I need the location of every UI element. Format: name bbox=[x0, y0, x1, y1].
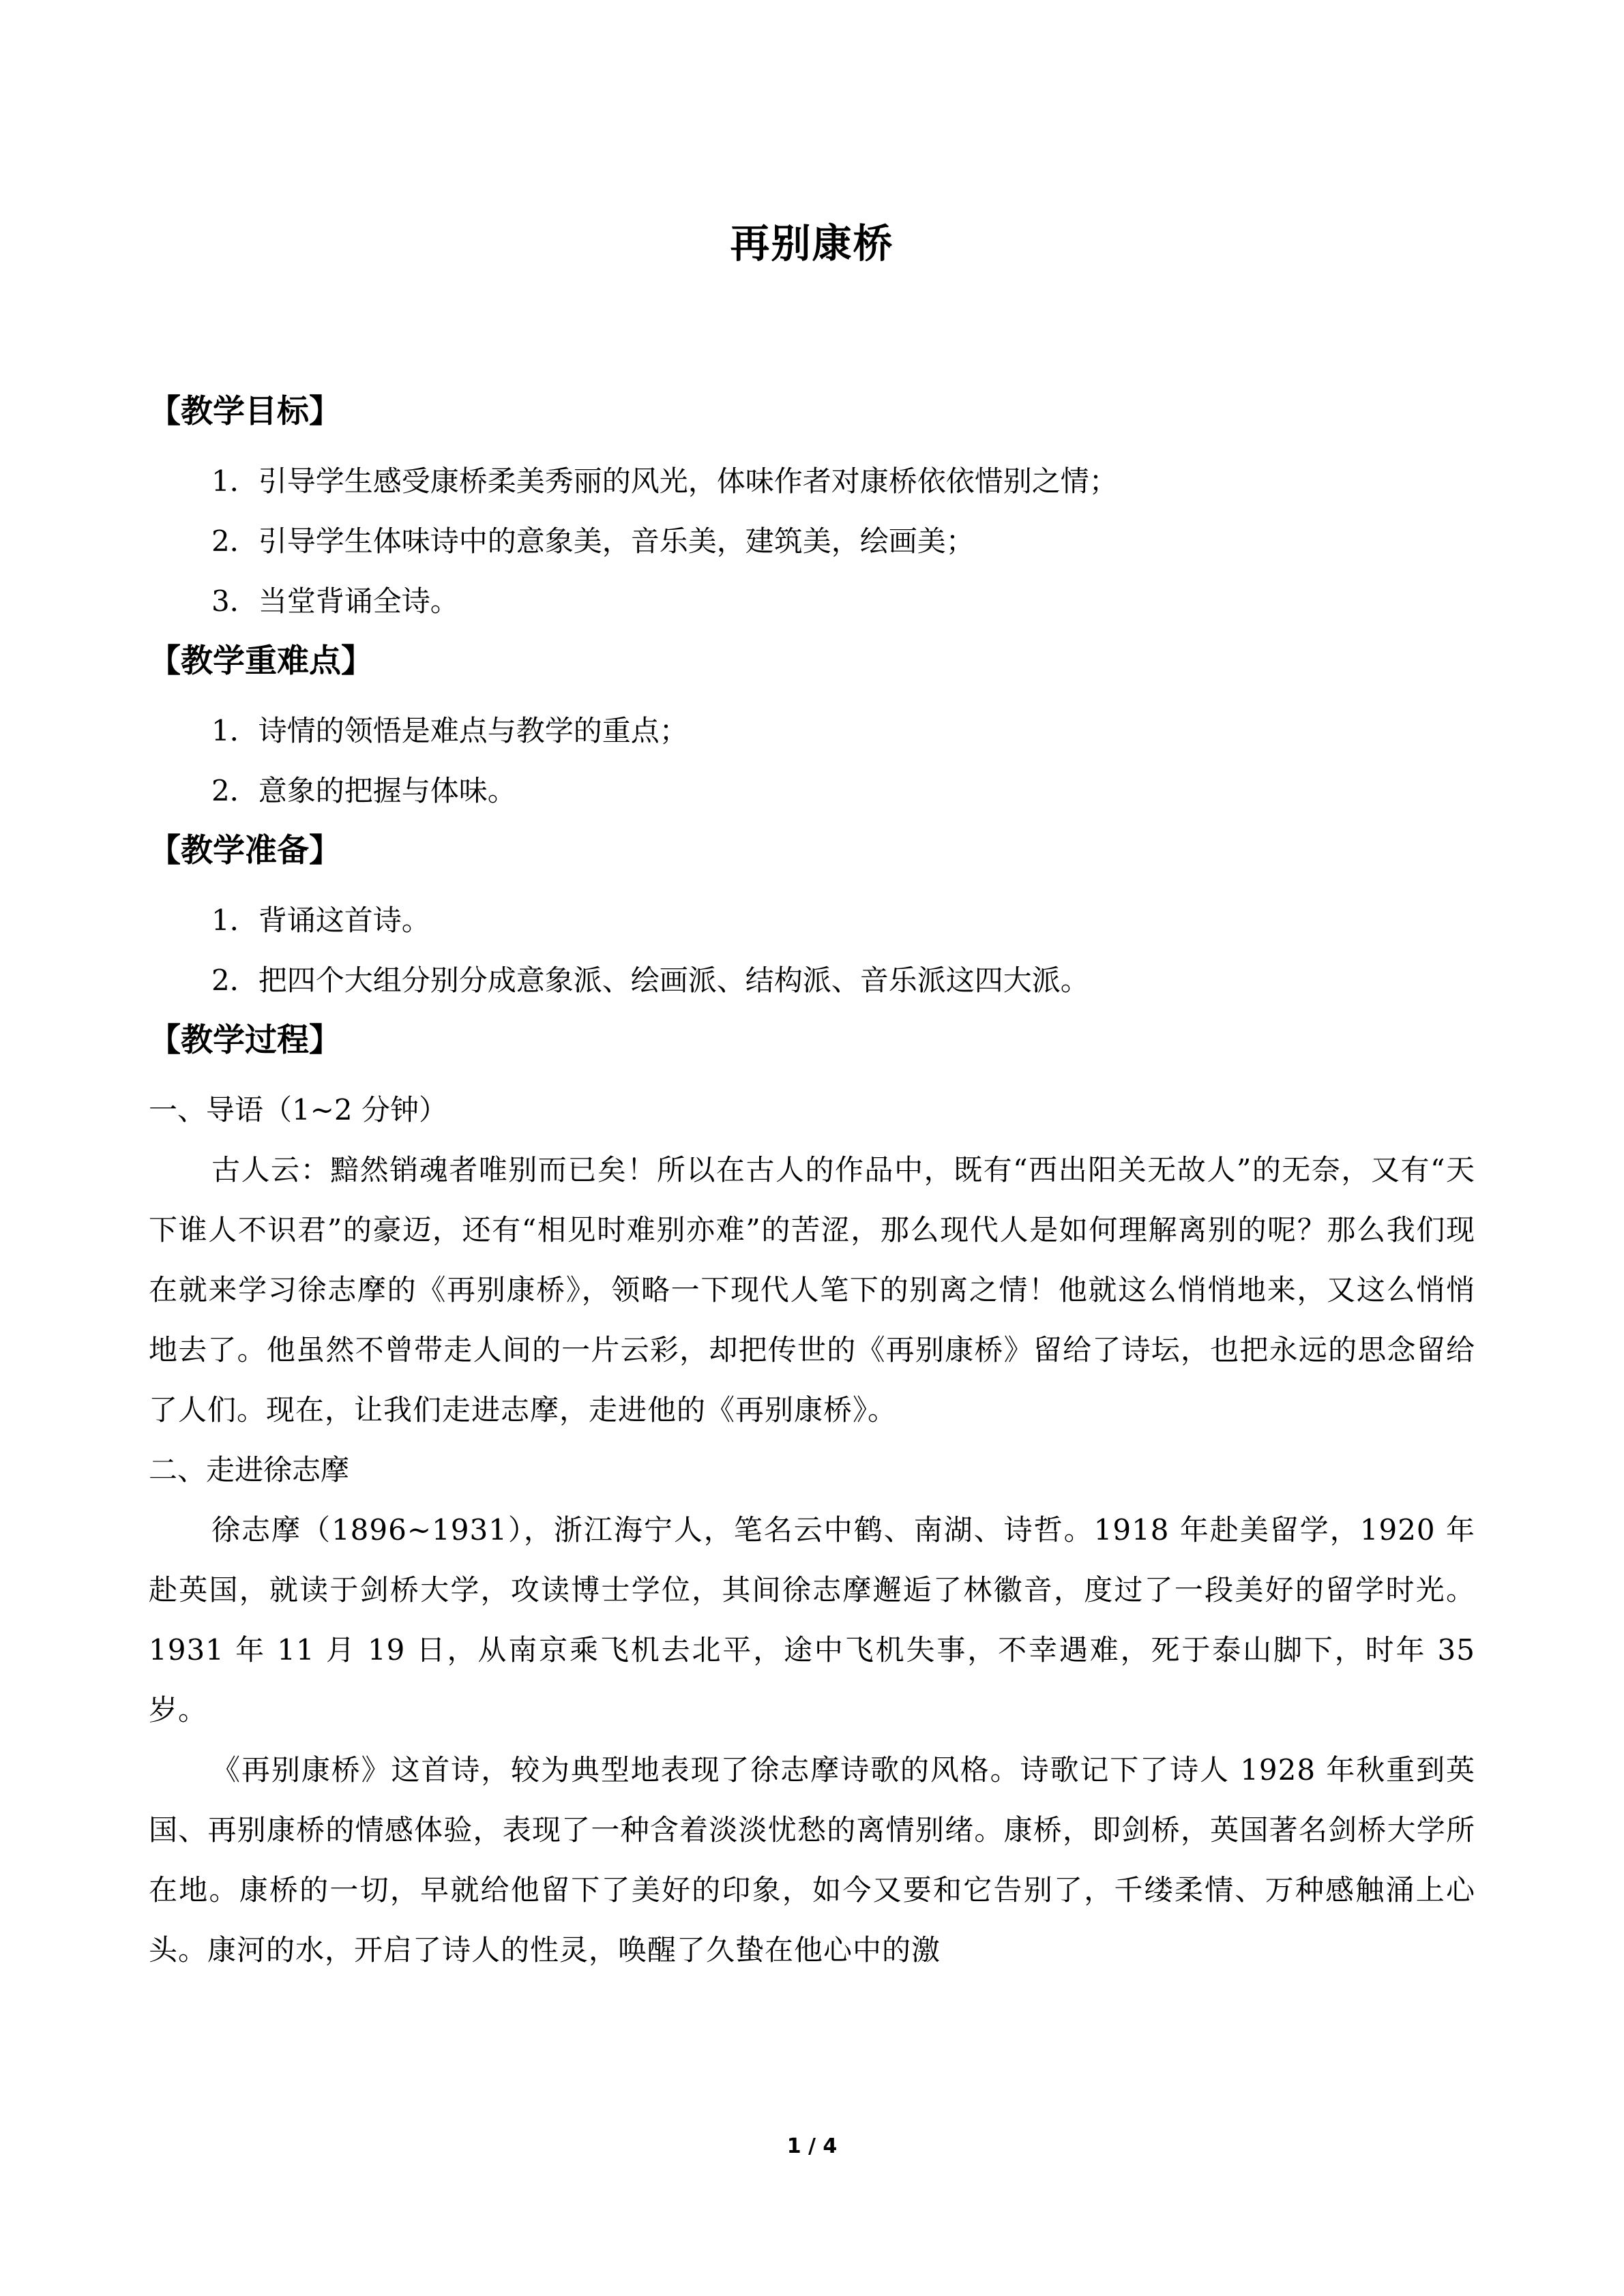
list-item: 1．引导学生感受康桥柔美秀丽的风光，体味作者对康桥依依惜别之情； bbox=[211, 464, 1118, 498]
section-heading-goals: 【教学目标】 bbox=[149, 393, 341, 430]
section-key-points bbox=[149, 631, 1475, 821]
paragraph-poem-background: 《再别康桥》这首诗，较为典型地表现了徐志摩诗歌的风格。诗歌记下了诗人 1928 年秋重到英国、再别康桥的情感体验，表现了一种含着淡淡忧愁的离情别绪。康桥，即剑桥，英国著名剑桥大学所在地。康桥的一切，早就给他留下了美好的印象，如今又要和它告别了，千缕柔情、万种感触涌上心头。康河的水，开启了诗人的性灵，唤醒了久蛰在他心中的激 bbox=[149, 1753, 1475, 1967]
paragraph-intro: 古人云：黯然销魂者唯别而已矣！所以在古人的作品中，既有“西出阳关无故人”的无奈，又有“天下谁人不识君”的豪迈，还有“相见时难别亦难”的苦涩，那么现代人是如何理解离别的呢？那么我们现在就来学习徐志摩的《再别康桥》，领略一下现代人笔下的别离之情！他就这么悄悄地来，又这么悄悄地去了。他虽然不曾带走人间的一片云彩，却把传世的《再别康桥》留给了诗坛，也把永远的思念留给了人们。现在，让我们走进志摩，走进他的《再别康桥》。 bbox=[149, 1153, 1475, 1427]
subsection-label-intro: 一、导语（1~2 分钟） bbox=[149, 1093, 447, 1127]
section-preparation bbox=[149, 821, 1475, 1011]
paragraph-author-bio: 徐志摩（1896~1931），浙江海宁人，笔名云中鹤、南湖、诗哲。1918 年赴美留学，1920 年赴英国，就读于剑桥大学，攻读博士学位，其间徐志摩邂逅了林徽音，度过了一段美好的留学时光。1931 年 11 月 19 日，从南京乘飞机去北平，途中飞机失事，不幸遇难，死于泰山脚下，时年 35 岁。 bbox=[149, 1513, 1475, 1727]
list-item: 1．诗情的领悟是难点与教学的重点； bbox=[211, 714, 688, 747]
section-heading-key-points: 【教学重难点】 bbox=[149, 642, 373, 680]
section-heading-process: 【教学过程】 bbox=[149, 1022, 341, 1059]
list-item: 2．把四个大组分别分成意象派、绘画派、结构派、音乐派这四大派。 bbox=[211, 964, 1089, 997]
document-body bbox=[149, 382, 1475, 1980]
list-item: 1．背诵这首诗。 bbox=[211, 904, 430, 937]
section-heading-preparation: 【教学准备】 bbox=[149, 832, 341, 869]
list-item: 2．意象的把握与体味。 bbox=[211, 774, 516, 807]
subsection-label-author: 二、走进徐志摩 bbox=[149, 1453, 350, 1487]
section-process bbox=[149, 1011, 1475, 1980]
section-goals bbox=[149, 382, 1475, 631]
list-item: 3．当堂背诵全诗。 bbox=[211, 584, 459, 618]
list-item: 2．引导学生体味诗中的意象美，音乐美，建筑美，绘画美； bbox=[211, 524, 975, 558]
page-number: 1 / 4 bbox=[786, 2134, 838, 2158]
page-title: 再别康桥 bbox=[730, 220, 894, 267]
